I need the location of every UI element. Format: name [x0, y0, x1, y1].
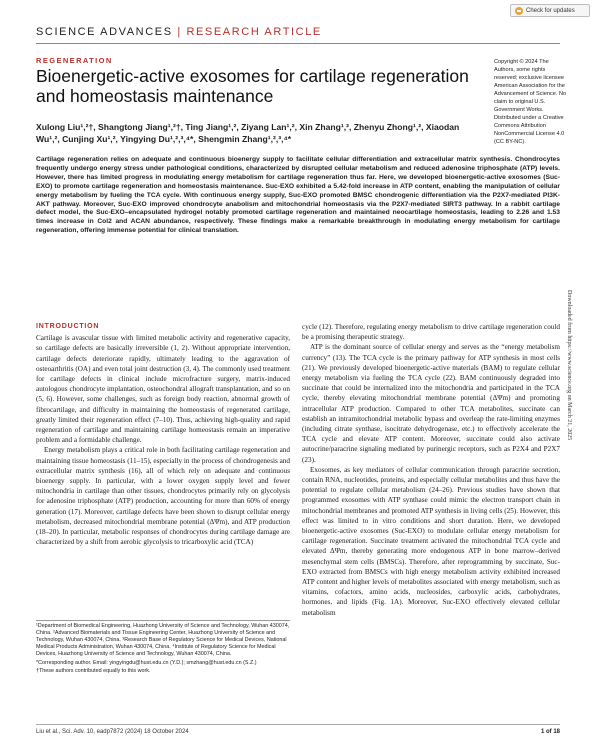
introduction-heading: INTRODUCTION	[36, 323, 100, 330]
citation-line: Liu et al., Sci. Adv. 10, eadp7872 (2024) 18 October 2024	[36, 729, 189, 735]
affiliations	[36, 623, 290, 677]
check-for-updates-button[interactable]	[510, 4, 590, 17]
abstract: Cartilage regeneration relies on adequate and continuous bioenergy supply to facilitate cellular differentiation and extracellular matrix synthesis. Chondrocytes frequently undergo energy stress under pathological conditions, characterized by disrupted cellular metabolism and reduced adenosine triphosphate (ATP) levels. However, there has limited progress in modulating energy metabolism for cartilage regeneration thus far. Here, we developed bioenergetic-active exosomes (Suc-EXO) to promote cartilage regeneration and homeostasis maintenance. Suc-EXO exhibited a 5.42-fold increase in ATP content, enabling the manipulation of cellular energy metabolism by fueling the TCA cycle. With continuous energy supply, Suc-EXO promoted BMSC chondrogenic differentiation via the P2X7-mediated PI3K-AKT pathway. Moreover, Suc-EXO improved chondrocyte anabolism and mitochondrial homeostasis via the P2X7-mediated SIRT3 pathway. In a rabbit cartilage defect model, the Suc-EXO–encapsulated hydrogel notably promoted cartilage regeneration and maintained neocartilage homeostasis, leading to 2.26 and 1.53 times increase in Col2 and ACAN abundance, respectively. These findings make a remarkable breakthrough in modulating energy metabolism for cartilage regeneration, offering immense potential for clinical translation.	[36, 156, 560, 235]
article-title: Bioenergetic-active exosomes for cartilage regeneration and homeostasis maintenance	[36, 66, 469, 106]
download-watermark: Downloaded from https://www.science.org on March 21, 2025	[566, 290, 572, 441]
journal-header	[36, 26, 322, 38]
article-type: RESEARCH ARTICLE	[186, 26, 322, 38]
author-list: Xulong Liu¹,²†, Shangtong Jiang¹,²†, Ting Jiang¹,², Ziyang Lan¹,², Xin Zhang¹,², Zhenyu Zhong¹,², Xiaodan Wu¹,², Cunjing Xu¹,², Yingying Du¹,²,³,⁴*, Shengmin Zhang¹,²,³,⁴*	[36, 122, 460, 144]
body-paragraph: Energy metabolism plays a critical role in both facilitating cartilage regeneration and maintaining tissue homeostasis (11–15), especially in the process of chondrogenesis and extracellular matrix synthesis (16), all of which rely on adequate and continuous bioenergy supply. In particular, with a lower oxygen supply level and fewer mitochondria in cartilage than other tissues, chondrocytes primarily rely on glycolysis for adenosine triphosphate (ATP) production, accounting for more than 60% of energy generation (17). Moreover, cartilage defects have been shown to disrupt cellular energy metabolism, decreased mitochondrial membrane potential (ΔΨm), and ATP production (18–20). In particular, metabolic responses of chondrocytes during cartilage damage are characterized by a shift from aerobic glycolysis to tricarboxylic acid (TCA)	[36, 446, 290, 547]
body-paragraph: Exosomes, as key mediators of cellular communication through paracrine secretion, contain RNA, nucleotides, proteins, and especially cellular metabolites and thus have the potential to regulate cellular metabolism (24–26). Previous studies have shown that programmed exosomes with ATP synthase could mimic the electron transport chain in mitochondrial membranes and promoted ATP synthesis in living cells (25). However, this effect was limited to in vitro conditions and short duration. Here, we developed bioenergetic-active exosomes (Suc-EXO) to modulate cellular energy metabolism for cartilage regeneration. Succinate treatment activated the mitochondrial TCA cycle and elevated ΔΨm, thereby generating more endogenous ATP in bone marrow–derived mesenchymal stem cells (BMSCs). Therefore, after reprogramming by succinate, Suc-EXO extracted from BMSCs with high energy metabolism activity exhibited increased ATP content and higher levels of metabolites associated with energy metabolism, such as vitamins, cofactors, amino acids, nucleosides, carboxylic acids, carbohydrates, hormones, and lipids (Fig. 1A). Moreover, Suc-EXO effectively elevated cellular metabolism	[302, 465, 560, 617]
check-updates-label: Check for updates	[526, 7, 575, 14]
update-icon	[515, 7, 523, 15]
journal-separator: |	[177, 26, 182, 38]
body-paragraph: cycle (12). Therefore, regulating energy metabolism to drive cartilage regeneration could be a promising therapeutic strategy.	[302, 323, 560, 342]
left-column	[36, 322, 290, 547]
right-column	[302, 322, 560, 618]
footnote-divider	[36, 620, 290, 621]
body-paragraph: Cartilage is avascular tissue with limited metabolic activity and regenerative capacity, so cartilage defects are basically irreversible (1, 2). Without appropriate intervention, cartilage defects deteriorate rapidly, ultimately leading to the aggravation of osteoarthritis (OA) and even total joint destruction (3, 4). The commonly used treatment for cartilage defects in clinical include microfracture surgery, matrix-induced autologous chondrocyte implantation, osteochondral allograft transplantation, and so on (5, 6). However, some challenges, such as foreign body reaction, abnormal growth of fibrocartilage, and difficulty in maintaining the homeostasis of regenerated cartilage, greatly limited their regeneration effect (7–10). Thus, achieving high-quality and rapid regeneration of cartilage and maintaining cartilage homeostasis remain an imperative problem and a formidable challenge.	[36, 334, 290, 445]
copyright-notice: Copyright © 2024 The Authors, some rights reserved; exclusive licensee American Association for the Advancement of Science. No claim to original U.S. Government Works. Distributed under a Creative Commons Attribution NonCommercial License 4.0 (CC BY-NC).	[494, 59, 567, 145]
equal-contribution-note: †These authors contributed equally to this work.	[36, 668, 151, 674]
affiliation-text: ¹Department of Biomedical Engineering, Huazhong University of Science and Technology, Wuhan 430074, China. ²Advanced Biomaterials and Tissue Engineering Center, Huazhong University of Science and Technology, Wuhan 430074, China. ³Research Base of Regulatory Science for Medical Devices, National Medical Products Administration, Wuhan 430074, China. ⁴Institute of Regulatory Science for Medical Devices, Huazhong University of Science and Technology, Wuhan 430074, China.	[36, 623, 290, 657]
footer-divider	[36, 724, 560, 725]
page-number: 1 of 18	[540, 729, 560, 735]
section-label: REGENERATION	[36, 56, 113, 65]
header-divider	[36, 43, 560, 44]
body-paragraph: ATP is the dominant source of cellular energy and serves as the “energy metabolism currency” (13). The TCA cycle is the primary pathway for ATP synthesis in most cells (21). We previously developed bioenergetic-active materials (BAM) to regulate cellular energy metabolism via fueling the TCA cycle (22). BAM continuously degraded into succinate that could be internalized into the mitochondria and participated in the TCA cycle, thereby elevating mitochondrial membrane potential (ΔΨm) and promoting intracellular ATP production. Compared to other TCA metabolites, succinate can establish an intramitochondrial metabolic bypass and overleap the rate-limiting enzymes (including citrate synthase, isocitrate dehydrogenase, etc.) to effectively accelerate the TCA cycle and elevate ATP content. Moreover, succinate could also activate autocrine/paracrine signaling mediated by purinergic receptors, such as P2X4 and P2X7 (23).	[302, 343, 560, 464]
corresponding-author: *Corresponding author. Email: yingyingdu@hust.edu.cn (Y.D.); smzhang@hust.edu.cn (S.Z.)	[36, 659, 257, 666]
journal-name: SCIENCE ADVANCES	[36, 26, 173, 38]
